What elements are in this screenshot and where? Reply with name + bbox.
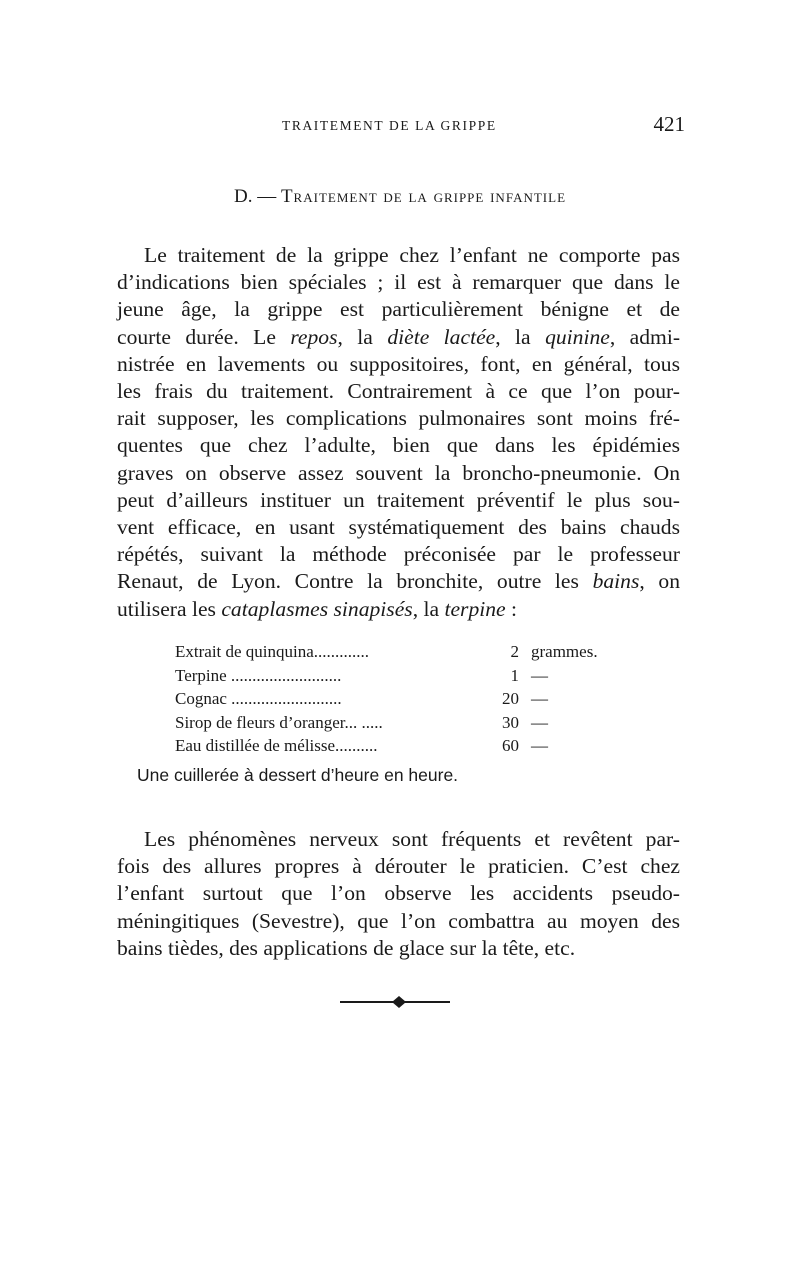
text-segment: méningitiques (Sevestre), que l’on combattra au moyen des	[117, 908, 680, 933]
text-line	[117, 324, 680, 351]
text-segment: courte durée. Le	[117, 324, 291, 349]
text-line	[117, 826, 680, 853]
end-ornament	[340, 992, 460, 1012]
recipe-quantity: 20	[502, 689, 519, 708]
text-segment: d’indications bien spéciales ; il est à remarquer que dans le	[117, 270, 680, 295]
recipe-row	[175, 664, 635, 688]
italic-term: bains	[592, 569, 640, 594]
text-segment: rait supposer, les complications pulmonaires sont moins fré-	[117, 406, 680, 431]
text-line	[117, 514, 680, 541]
recipe-ingredient: Sirop de fleurs d’oranger... .....	[175, 712, 383, 732]
text-line	[117, 269, 680, 296]
text-line	[117, 242, 680, 269]
text-segment: Le traitement de la grippe chez l’enfant ne comporte pas	[144, 243, 680, 267]
text-segment: jeune âge, la grippe est particulièrement bénigne et de	[117, 297, 680, 322]
text-segment: utilisera les	[117, 596, 222, 621]
italic-term: cataplasmes sinapisés	[221, 596, 413, 621]
text-line	[117, 487, 680, 514]
text-segment: nistrée en lavements ou suppositoires, font, en général, tous	[117, 351, 680, 376]
recipe-quantity: 30	[502, 712, 519, 732]
recipe-quantity: 60	[502, 736, 519, 755]
text-line	[117, 432, 680, 459]
recipe-quantity: 1	[510, 665, 519, 685]
paragraph-2	[117, 826, 680, 962]
text-segment: :	[505, 596, 518, 621]
italic-term: repos	[290, 324, 338, 349]
recipe-row	[175, 711, 635, 735]
recipe-ingredient: Extrait de quinquina.............	[175, 642, 370, 661]
recipe-row	[175, 640, 635, 664]
text-segment: fois des allures propres à dérouter le praticien. C’est chez	[117, 854, 680, 879]
text-segment: bains tièdes, des applications de glace sur la tête, etc.	[117, 935, 576, 960]
italic-term: quinine	[545, 324, 610, 349]
text-segment: l’enfant surtout que l’on observe les accidents pseudo-	[117, 881, 680, 906]
text-line	[117, 908, 680, 935]
text-line	[117, 853, 680, 880]
recipe-ingredient: Eau distillée de mélisse..........	[175, 736, 378, 755]
recipe-ingredient: Terpine ..........................	[175, 665, 342, 685]
recipe-ingredient: Cognac ..........................	[175, 689, 342, 708]
text-line	[117, 460, 680, 487]
text-segment: , la	[337, 324, 388, 349]
text-segment: peut d’ailleurs instituer un traitement préventif le plus sou-	[117, 487, 680, 512]
page-number: 421	[653, 112, 685, 136]
recipe-quantity: 2	[510, 642, 519, 661]
recipe-row	[175, 687, 635, 711]
section-title: Traitement de la grippe infantile	[280, 186, 567, 207]
text-segment: , la	[412, 596, 445, 621]
text-line	[117, 596, 680, 623]
text-segment: Les phénomènes nerveux sont fréquents et revêtent par-	[144, 827, 680, 851]
text-line	[117, 880, 680, 907]
text-line	[117, 378, 680, 405]
italic-term: terpine	[444, 596, 506, 621]
text-line	[117, 935, 680, 962]
section-letter: D.	[233, 186, 253, 207]
text-segment: , admi-	[609, 324, 681, 349]
text-line	[117, 405, 680, 432]
dosage-instruction: Une cuillerée à dessert d’heure en heure.	[137, 765, 459, 785]
text-line	[117, 351, 680, 378]
section-heading	[0, 186, 800, 208]
text-segment: quentes que chez l’adulte, bien que dans les épidémies	[117, 433, 680, 458]
text-line	[117, 541, 680, 568]
italic-term: diète lactée	[387, 324, 496, 349]
text-segment: vent efficace, en usant systématiquement des bains chauds	[117, 515, 680, 540]
text-segment: les frais du traitement. Contrairement à ce que l’on pour-	[117, 379, 680, 404]
recipe-unit: grammes.	[531, 642, 598, 661]
recipe-table	[175, 640, 635, 758]
recipe-row	[175, 734, 635, 758]
paragraph-1	[117, 242, 680, 623]
running-header	[110, 112, 685, 142]
text-segment: Renaut, de Lyon. Contre la bronchite, outre les	[117, 569, 593, 594]
section-dash: —	[257, 186, 277, 207]
text-segment: graves on observe assez souvent la broncho-pneumonie. On	[117, 460, 680, 485]
text-line	[117, 296, 680, 323]
text-line	[117, 568, 680, 595]
recipe-unit: —	[531, 689, 548, 708]
recipe-unit: —	[531, 736, 548, 755]
running-title: TRAITEMENT DE LA GRIPPE	[282, 118, 497, 133]
text-segment: , la	[495, 324, 546, 349]
text-segment: répétés, suivant la méthode préconisée par le professeur	[117, 542, 680, 567]
recipe-unit: —	[531, 712, 548, 732]
text-segment: , on	[639, 569, 680, 594]
recipe-unit: —	[531, 665, 548, 685]
